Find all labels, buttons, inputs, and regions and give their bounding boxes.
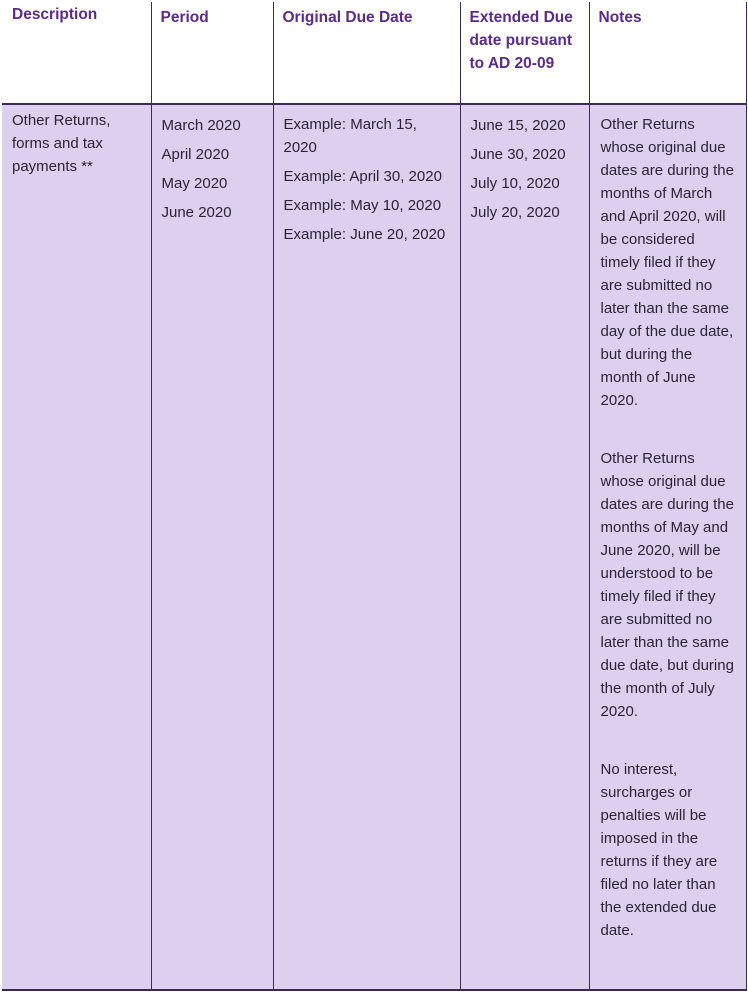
description-text: Other Returns, forms and tax payments ** [12,112,111,175]
notes-list [590,105,746,942]
period-item: March 2020 [161,117,241,134]
note-paragraph: Other Returns whose original due dates are during the months of May and June 2020, will be understood to be timely filed if they are submitted no later than the same due date, but during the month of July 2020. [600,450,734,720]
original-due-date-list [274,105,460,246]
due-date-table [2,2,747,991]
header-period-label: Period [160,9,209,26]
extended-due-date-item: June 15, 2020 [470,117,566,134]
header-row [2,2,746,104]
period-item: April 2020 [161,146,230,163]
header-description-label: Description [12,6,98,23]
header-extended-due-date [460,2,589,104]
original-due-date-item: Example: April 30, 2020 [283,168,442,185]
header-original-due-date [273,2,460,104]
header-extended-due-date-label: Extended Due date pursuant to AD 20-09 [469,9,573,72]
period-list [152,105,273,227]
cell-period [151,104,273,990]
table-header [2,2,746,104]
period-item: May 2020 [161,175,228,192]
cell-extended-due-date [460,104,589,990]
cell-description [2,104,151,990]
extended-due-date-item: June 30, 2020 [470,146,566,163]
extended-due-date-list [461,105,589,227]
original-due-date-item: Example: June 20, 2020 [283,226,446,243]
header-original-due-date-label: Original Due Date [282,9,413,26]
table-row [2,104,746,990]
note-paragraph: No interest, surcharges or penalties will be imposed in the returns if they are filed no later than the extended due date. [600,761,718,939]
cell-notes [589,104,746,990]
header-notes [589,2,746,104]
header-period [151,2,273,104]
original-due-date-item: Example: March 15, 2020 [283,116,417,156]
original-due-date-item: Example: May 10, 2020 [283,197,442,214]
header-notes-label: Notes [598,9,642,26]
table-body [2,104,746,990]
cell-original-due-date [273,104,460,990]
period-item: June 2020 [161,204,232,221]
header-description [2,2,151,104]
extended-due-date-item: July 20, 2020 [470,204,560,221]
extended-due-date-item: July 10, 2020 [470,175,560,192]
note-paragraph: Other Returns whose original due dates are during the months of March and April 2020, will be considered timely filed if they are submitted no later than the same day of the due date, but during the month of June 2020. [600,116,734,409]
